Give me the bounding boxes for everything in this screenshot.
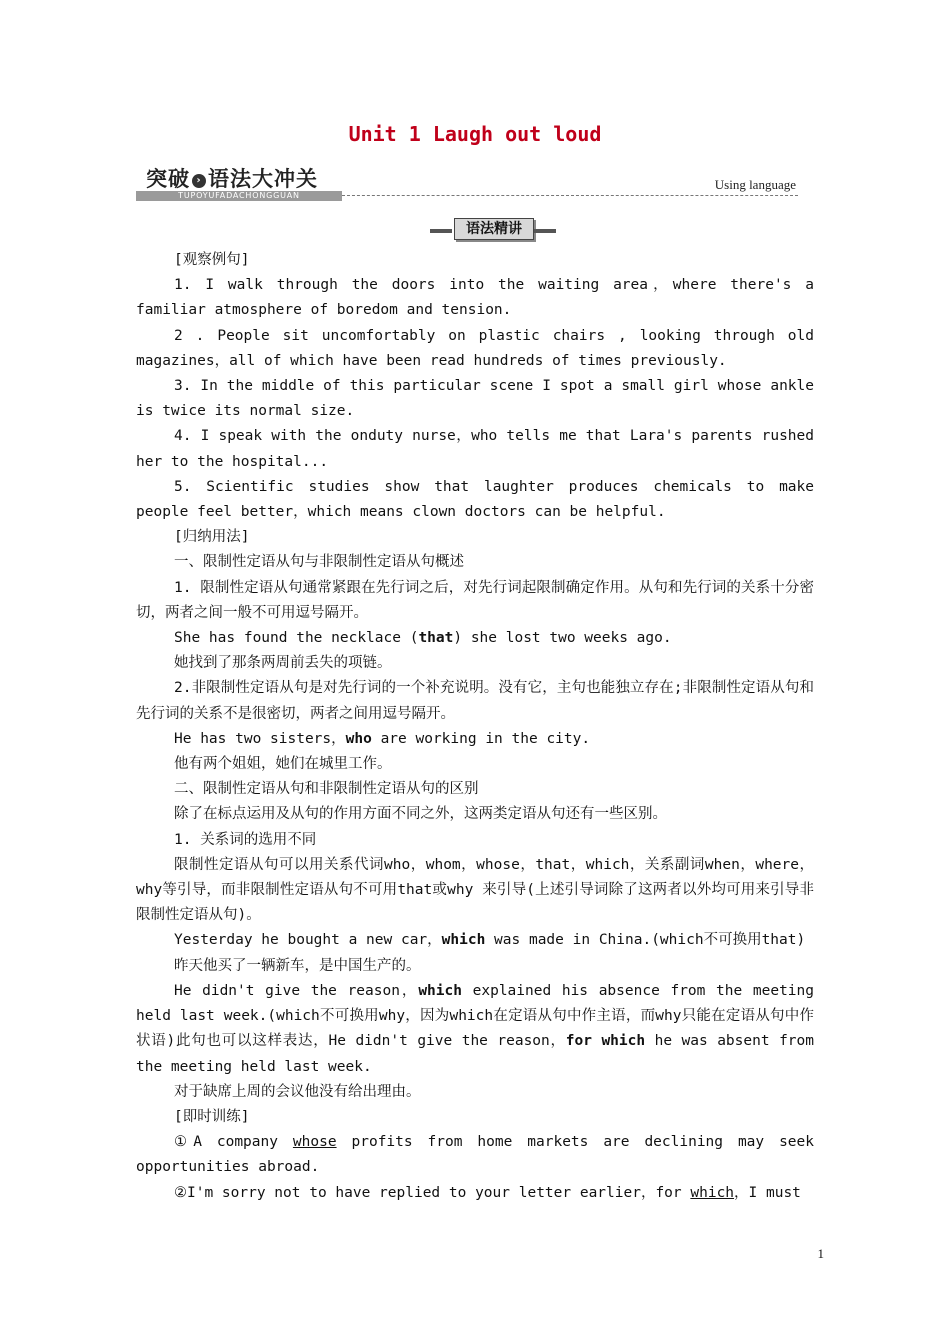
- text-run: he was absent from the meeting held last week.: [136, 1033, 814, 1075]
- example-chinese: 昨天他买了一辆新车，是中国生产的。: [174, 957, 421, 974]
- rule-paragraph: 限制性定语从句可以用关系代词who，whom，whose，that，which，关系副词when，where，why等引导，而非限制性定语从句不可用that或why 来引导(上述引导词除了这两者以外均可用来引导非限制性定语从句)。: [136, 856, 814, 924]
- example-sentence: 2 . People sit uncomfortably on plastic chairs , looking through old magazines，all of which have been read hundreds of times previously.: [136, 327, 814, 369]
- part2-heading: 二、限制性定语从句和非限制性定语从句的区别: [174, 781, 479, 798]
- text-run: are working in the city.: [371, 730, 591, 747]
- relative-word: who: [345, 730, 372, 747]
- text-run: profits from home markets are declining may seek opportunities abroad.: [136, 1134, 814, 1176]
- example-sentence: 3. In the middle of this particular scene I spot a small girl whose ankle is twice its normal size.: [136, 378, 814, 420]
- example-english: [136, 928, 814, 953]
- subheading: 1. 关系词的选用不同: [174, 831, 317, 848]
- arrow-icon: ›: [192, 174, 206, 188]
- banner-right-label: Using language: [714, 177, 796, 192]
- section-banner: [136, 163, 798, 203]
- example-sentence: 4. I speak with the onduty nurse，who tells me that Lara's parents rushed her to the hospital...: [136, 428, 814, 470]
- relative-word: which: [418, 982, 462, 999]
- example-chinese: 对于缺席上周的会议他没有给出理由。: [174, 1083, 421, 1100]
- text-run: Yesterday he bought a new car，: [174, 932, 442, 949]
- relative-word: for which: [565, 1033, 646, 1050]
- intro-paragraph: 除了在标点运用及从句的作用方面不同之外，这两类定语从句还有一些区别。: [174, 806, 667, 823]
- practice-item: [136, 1181, 814, 1206]
- example-sentence: 5. Scientific studies show that laughter produces chemicals to make people feel better，which means clown doctors can be helpful.: [136, 478, 814, 521]
- answer-blank: whose: [292, 1134, 337, 1151]
- text-run: explained his absence from the meeting held last week.(which不可换用why，因为which在定语从句中作主语，而why只能在定语从句中作状语)此句也可以这样表达，He didn't give the reason，: [136, 982, 814, 1050]
- part1-heading: 一、限制性定语从句与非限制性定语从句概述: [174, 554, 464, 571]
- banner-title-left: 突破: [146, 167, 190, 191]
- section-tag-label: 语法精讲: [454, 218, 534, 240]
- banner-title: [146, 163, 318, 193]
- banner-divider: [342, 195, 798, 196]
- text-run: ) she lost two weeks ago.: [453, 630, 672, 647]
- text-run: He has two sisters，: [174, 730, 346, 747]
- practice-item: [136, 1130, 814, 1180]
- example-english: [136, 979, 814, 1080]
- text-run: He didn't give the reason，: [174, 982, 419, 999]
- answer-blank: which: [690, 1184, 735, 1201]
- example-chinese: 他有两个姐姐，她们在城里工作。: [174, 756, 392, 773]
- example-sentence: 1. I walk through the doors into the waiting area，where there's a familiar atmosphere of boredom and tension.: [136, 277, 814, 319]
- section-tag: [430, 218, 556, 240]
- text-run: She has found the necklace (: [174, 630, 419, 647]
- rule-paragraph: 1. 限制性定语从句通常紧跟在先行词之后，对先行词起限制确定作用。从句和先行词的关系十分密切，两者之间一般不可用逗号隔开。: [136, 579, 814, 621]
- text-run: was made in China.(which不可换用that): [485, 932, 806, 949]
- heading-practice: [即时训练]: [174, 1108, 250, 1125]
- text-run: ①A company: [174, 1134, 293, 1151]
- page-title: Unit 1 Laugh out loud: [348, 122, 602, 146]
- example-chinese: 她找到了那条两周前丢失的项链。: [174, 655, 392, 672]
- banner-title-right: 语法大冲关: [208, 167, 318, 191]
- relative-word: that: [418, 630, 454, 647]
- heading-observe: [观察例句]: [174, 252, 250, 268]
- example-english: [136, 626, 814, 651]
- rule-paragraph: 2.非限制性定语从句是对先行词的一个补充说明。没有它，主句也能独立存在;非限制性定语从句和先行词的关系不是很密切，两者之间用逗号隔开。: [136, 680, 814, 722]
- example-english: [136, 727, 814, 752]
- heading-summary: [归纳用法]: [174, 529, 250, 546]
- document-body: [136, 248, 814, 1206]
- text-run: ，I must: [734, 1184, 801, 1201]
- tag-bar-left: [430, 229, 452, 233]
- text-run: ②I'm sorry not to have replied to your letter earlier，for: [174, 1184, 691, 1201]
- banner-pinyin: TUPOYUFADACHONGGUAN: [136, 191, 342, 201]
- relative-word: which: [441, 932, 486, 949]
- tag-bar-right: [534, 229, 556, 233]
- page-number: 1: [817, 1246, 824, 1261]
